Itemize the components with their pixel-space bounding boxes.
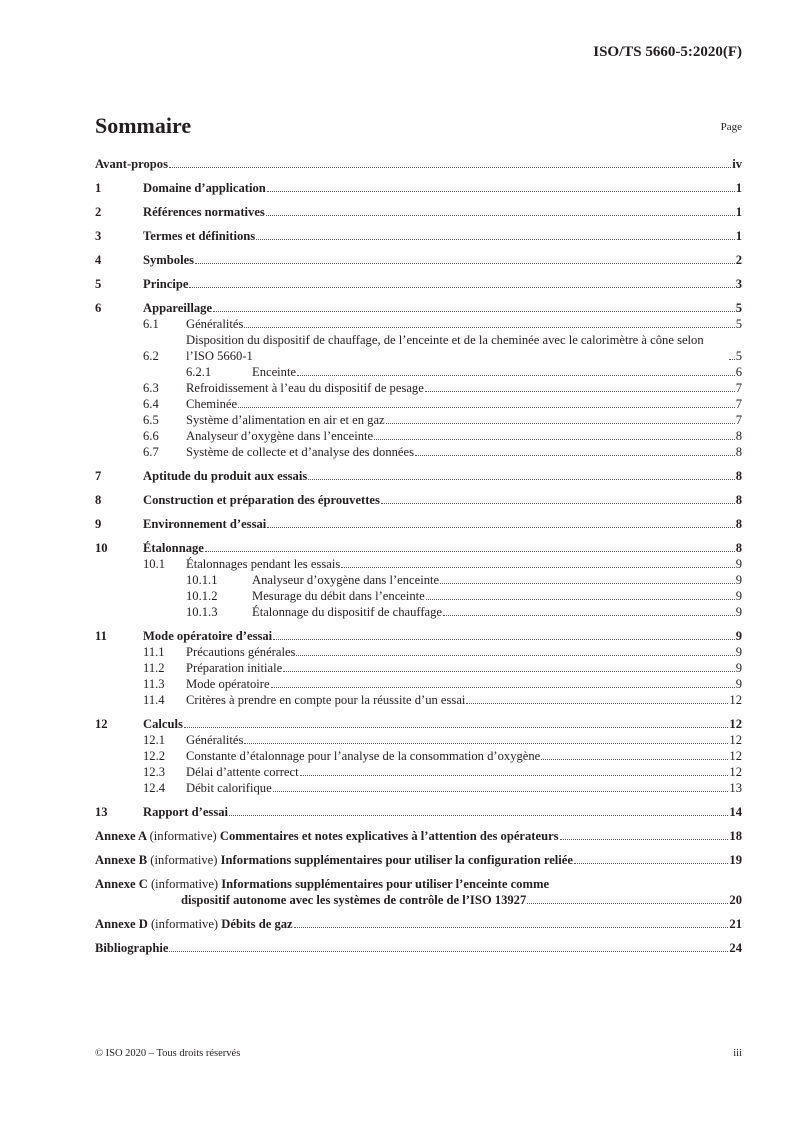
toc-entry-page: 9 bbox=[735, 629, 742, 643]
toc-entry-page: 5 bbox=[735, 301, 742, 315]
toc-entry-number: 6.4 bbox=[143, 397, 159, 411]
toc-entry[interactable] bbox=[95, 540, 742, 556]
toc-entry-number: 1 bbox=[95, 181, 102, 195]
toc-entry-title: Critères à prendre en compte pour la réussite d’un essai bbox=[186, 693, 466, 707]
document-id: ISO/TS 5660-5:2020(F) bbox=[593, 44, 742, 60]
toc-entry-number: 6.3 bbox=[143, 381, 159, 395]
toc-entry-title bbox=[95, 876, 742, 892]
dot-leader bbox=[425, 391, 735, 392]
dot-leader bbox=[267, 527, 734, 528]
toc-entry-page: 8 bbox=[735, 429, 742, 443]
toc-entry[interactable] bbox=[95, 332, 742, 364]
dot-leader bbox=[440, 583, 735, 584]
toc-entry-number: 5 bbox=[95, 277, 102, 291]
toc-entry[interactable] bbox=[95, 780, 742, 796]
toc-entry-number: 6.5 bbox=[143, 413, 159, 427]
toc-entry-title: Préparation initiale bbox=[186, 661, 283, 675]
toc-entry-number: 10.1.3 bbox=[186, 605, 218, 619]
toc-entry-page: 12 bbox=[729, 765, 742, 779]
toc-entry-page: iv bbox=[732, 157, 742, 171]
toc-entry[interactable] bbox=[95, 764, 742, 780]
dot-leader bbox=[267, 191, 735, 192]
toc-entry-page: 9 bbox=[735, 677, 742, 691]
toc-entry-number: 13 bbox=[95, 805, 108, 819]
toc-entry-number: 4 bbox=[95, 253, 102, 267]
annex-type: (informative) bbox=[149, 829, 217, 843]
toc-entry-number: 12 bbox=[95, 717, 108, 731]
toc-entry-page: 12 bbox=[729, 733, 742, 747]
toc-entry-page: 1 bbox=[735, 229, 742, 243]
toc-entry[interactable] bbox=[95, 692, 742, 708]
footer-copyright: © ISO 2020 – Tous droits réservés bbox=[95, 1048, 241, 1059]
toc-entry[interactable] bbox=[95, 156, 742, 172]
dot-leader bbox=[273, 791, 729, 792]
toc-entry-number: 6.7 bbox=[143, 445, 159, 459]
toc-entry[interactable] bbox=[95, 852, 742, 868]
toc-entry[interactable] bbox=[95, 516, 742, 532]
toc-entry-title: Système de collecte et d’analyse des données bbox=[186, 445, 415, 459]
toc-entry-title: Appareillage bbox=[143, 301, 213, 315]
toc-entry-page: 12 bbox=[729, 749, 742, 763]
annex-type: (informative) bbox=[150, 853, 218, 867]
toc-entry-number: 3 bbox=[95, 229, 102, 243]
toc-entry-title: Mode opératoire bbox=[186, 677, 270, 691]
toc-entry-page: 7 bbox=[735, 397, 742, 411]
toc-entry[interactable] bbox=[95, 804, 742, 820]
toc-entry-page: 5 bbox=[735, 349, 742, 363]
annex-type: (informative) bbox=[150, 877, 219, 891]
toc-entry-title: Débit calorifique bbox=[186, 781, 272, 795]
toc-entry-page: 21 bbox=[729, 917, 742, 931]
toc-entry-number: 6 bbox=[95, 301, 102, 315]
toc-entry-number: 6.2 bbox=[143, 349, 159, 363]
dot-leader bbox=[527, 903, 728, 904]
toc-entry-page: 1 bbox=[735, 205, 742, 219]
dot-leader bbox=[273, 639, 735, 640]
dot-leader bbox=[574, 863, 728, 864]
toc-entry-page: 9 bbox=[735, 573, 742, 587]
toc-entry-number: 12.4 bbox=[143, 781, 166, 795]
page-column-label: Page bbox=[720, 121, 742, 133]
toc-entry-title: Étalonnage bbox=[143, 541, 204, 555]
toc-entry[interactable] bbox=[95, 556, 742, 572]
annex-label: Annexe C bbox=[95, 877, 148, 891]
dot-leader bbox=[256, 239, 735, 240]
toc-entry-number: 10.1.2 bbox=[186, 589, 218, 603]
toc-entry-page: 13 bbox=[729, 781, 742, 795]
dot-leader bbox=[244, 743, 728, 744]
toc-entry-page: 3 bbox=[735, 277, 742, 291]
dot-leader bbox=[296, 655, 734, 656]
toc-entry-title bbox=[95, 852, 573, 868]
toc-entry-number: 10.1 bbox=[143, 557, 166, 571]
toc-entry[interactable] bbox=[95, 588, 742, 604]
toc-entry-page: 9 bbox=[735, 589, 742, 603]
toc-entry-title: Constante d’étalonnage pour l’analyse de la consommation d’oxygène bbox=[186, 749, 541, 763]
toc-entry[interactable] bbox=[95, 676, 742, 692]
toc-entry[interactable] bbox=[95, 716, 742, 732]
toc-entry-number: 12.3 bbox=[143, 765, 166, 779]
toc-entry-page: 9 bbox=[735, 605, 742, 619]
dot-leader bbox=[244, 327, 734, 328]
toc-entry-page: 12 bbox=[729, 717, 742, 731]
toc-entry-page: 2 bbox=[735, 253, 742, 267]
toc-entry[interactable] bbox=[95, 644, 742, 660]
toc-entry-number: 10.1.1 bbox=[186, 573, 218, 587]
dot-leader bbox=[195, 263, 735, 264]
dot-leader bbox=[466, 703, 728, 704]
toc-entry-title: Symboles bbox=[143, 253, 195, 267]
dot-leader bbox=[189, 287, 734, 288]
toc-entry[interactable] bbox=[95, 396, 742, 412]
toc-entry-title: Analyseur d’oxygène dans l’enceinte bbox=[186, 429, 374, 443]
dot-leader bbox=[386, 423, 735, 424]
toc-entry[interactable] bbox=[95, 276, 742, 292]
toc-entry-title: Généralités bbox=[186, 317, 244, 331]
dot-leader bbox=[415, 455, 735, 456]
toc-entry-title: Avant-propos bbox=[95, 157, 169, 171]
toc-entry-page: 19 bbox=[729, 853, 742, 867]
dot-leader bbox=[169, 951, 728, 952]
dot-leader bbox=[541, 759, 728, 760]
toc-entry-title: Termes et définitions bbox=[143, 229, 256, 243]
annex-title: Débits de gaz bbox=[221, 917, 293, 931]
toc-entry-title: Enceinte bbox=[252, 365, 297, 379]
toc-entry-title: Cheminée bbox=[186, 397, 238, 411]
toc-entry-title: Rapport d’essai bbox=[143, 805, 229, 819]
toc-entry-page: 24 bbox=[729, 941, 742, 955]
toc-entry[interactable] bbox=[95, 204, 742, 220]
toc-entry-title: Principe bbox=[143, 277, 189, 291]
toc-entry-title: Délai d’attente correct bbox=[186, 765, 299, 779]
toc-entry[interactable] bbox=[95, 876, 742, 908]
toc-entry[interactable] bbox=[95, 628, 742, 644]
toc-entry-number: 11 bbox=[95, 629, 107, 643]
annex-label: Annexe A bbox=[95, 829, 147, 843]
toc-entry-page: 18 bbox=[729, 829, 742, 843]
toc-entry-title: Système d’alimentation en air et en gaz bbox=[186, 413, 385, 427]
toc-entry-page: 1 bbox=[735, 181, 742, 195]
toc-entry[interactable] bbox=[95, 228, 742, 244]
toc-entry-page: 5 bbox=[735, 317, 742, 331]
toc-entry[interactable] bbox=[95, 828, 742, 844]
table-of-contents bbox=[95, 156, 742, 956]
dot-leader bbox=[560, 839, 729, 840]
annex-label: Annexe D bbox=[95, 917, 148, 931]
toc-entry[interactable] bbox=[95, 364, 742, 380]
toc-entry-title bbox=[95, 916, 293, 932]
dot-leader bbox=[443, 615, 735, 616]
toc-entry-title: Refroidissement à l’eau du dispositif de pesage bbox=[186, 381, 424, 395]
toc-entry-title: Disposition du dispositif de chauffage, de l’enceinte et de la cheminée avec le calorimètre à cône selon l’ISO 5660-1 bbox=[186, 333, 704, 363]
annex-label: Annexe B bbox=[95, 853, 148, 867]
annex-title: Informations supplémentaires pour utiliser l’enceinte comme bbox=[221, 877, 550, 891]
toc-entry[interactable] bbox=[95, 492, 742, 508]
toc-entry-page: 8 bbox=[735, 517, 742, 531]
toc-entry-number: 12.2 bbox=[143, 749, 166, 763]
toc-entry-number: 11.1 bbox=[143, 645, 165, 659]
toc-entry-number: 12.1 bbox=[143, 733, 166, 747]
dot-leader bbox=[374, 439, 735, 440]
dot-leader bbox=[238, 407, 735, 408]
dot-leader bbox=[169, 167, 731, 168]
page-title: Sommaire bbox=[95, 113, 192, 138]
footer-page-number: iii bbox=[733, 1048, 742, 1059]
toc-entry-title: Généralités bbox=[186, 733, 244, 747]
dot-leader bbox=[184, 727, 729, 728]
toc-entry-page: 8 bbox=[735, 541, 742, 555]
toc-entry[interactable] bbox=[95, 412, 742, 428]
dot-leader bbox=[341, 567, 734, 568]
toc-entry-title: Bibliographie bbox=[95, 941, 169, 955]
toc-entry-title: Calculs bbox=[143, 717, 183, 731]
toc-entry[interactable] bbox=[95, 604, 742, 620]
dot-leader bbox=[266, 215, 735, 216]
toc-entry[interactable] bbox=[95, 572, 742, 588]
toc-entry-number: 7 bbox=[95, 469, 102, 483]
toc-entry[interactable] bbox=[95, 916, 742, 932]
toc-entry[interactable] bbox=[95, 316, 742, 332]
dot-leader bbox=[426, 599, 735, 600]
toc-entry-title: Domaine d’application bbox=[143, 181, 266, 195]
toc-entry-page: 20 bbox=[729, 893, 742, 907]
toc-entry[interactable] bbox=[95, 428, 742, 444]
toc-entry[interactable] bbox=[95, 180, 742, 196]
toc-entry-number: 11.3 bbox=[143, 677, 165, 691]
toc-entry-page: 8 bbox=[735, 469, 742, 483]
dot-leader bbox=[294, 927, 729, 928]
toc-entry-number: 11.2 bbox=[143, 661, 165, 675]
toc-entry-page: 8 bbox=[735, 493, 742, 507]
toc-entry[interactable] bbox=[95, 252, 742, 268]
dot-leader bbox=[308, 479, 734, 480]
toc-entry[interactable] bbox=[95, 380, 742, 396]
toc-entry-number: 8 bbox=[95, 493, 102, 507]
toc-entry-page: 7 bbox=[735, 381, 742, 395]
dot-leader bbox=[213, 311, 735, 312]
toc-entry-page: 12 bbox=[729, 693, 742, 707]
annex-title: Informations supplémentaires pour utiliser la configuration reliée bbox=[220, 853, 573, 867]
dot-leader bbox=[297, 375, 735, 376]
toc-entry-title: Étalonnage du dispositif de chauffage bbox=[252, 605, 443, 619]
toc-entry-title: Étalonnages pendant les essais bbox=[186, 557, 341, 571]
toc-entry-title bbox=[95, 828, 559, 844]
dot-leader bbox=[229, 815, 728, 816]
toc-entry-title: Précautions générales bbox=[186, 645, 296, 659]
toc-entry-page: 9 bbox=[735, 557, 742, 571]
toc-entry-number: 9 bbox=[95, 517, 102, 531]
annex-title: Commentaires et notes explicatives à l’attention des opérateurs bbox=[219, 829, 559, 843]
toc-entry-title: Mesurage du débit dans l’enceinte bbox=[252, 589, 425, 603]
toc-entry[interactable] bbox=[95, 732, 742, 748]
dot-leader bbox=[283, 671, 735, 672]
toc-entry-title: Mode opératoire d’essai bbox=[143, 629, 273, 643]
toc-entry-title: Environnement d’essai bbox=[143, 517, 267, 531]
toc-entry-page: 14 bbox=[729, 805, 742, 819]
toc-entry-page: 6 bbox=[735, 365, 742, 379]
toc-entry-number: 6.2.1 bbox=[186, 365, 212, 379]
toc-entry-number: 6.6 bbox=[143, 429, 159, 443]
toc-entry-page: 7 bbox=[735, 413, 742, 427]
toc-entry-title: Aptitude du produit aux essais bbox=[143, 469, 308, 483]
toc-entry-page: 8 bbox=[735, 445, 742, 459]
dot-leader bbox=[205, 551, 735, 552]
toc-entry[interactable] bbox=[95, 940, 742, 956]
annex-type: (informative) bbox=[150, 917, 219, 931]
toc-entry-number: 2 bbox=[95, 205, 102, 219]
toc-entry-title: Construction et préparation des éprouvettes bbox=[143, 493, 380, 507]
toc-entry-page: 9 bbox=[735, 645, 742, 659]
toc-entry[interactable] bbox=[95, 300, 742, 316]
toc-entry-page: 9 bbox=[735, 661, 742, 675]
toc-entry-number: 6.1 bbox=[143, 317, 159, 331]
toc-entry[interactable] bbox=[95, 444, 742, 460]
toc-entry[interactable] bbox=[95, 468, 742, 484]
dot-leader bbox=[729, 359, 735, 360]
toc-entry-title: Analyseur d’oxygène dans l’enceinte bbox=[252, 573, 440, 587]
toc-entry[interactable] bbox=[95, 748, 742, 764]
toc-entry-number: 11.4 bbox=[143, 693, 165, 707]
dot-leader bbox=[381, 503, 735, 504]
dot-leader bbox=[300, 775, 729, 776]
annex-title-continued: dispositif autonome avec les systèmes de contrôle de l’ISO 13927 bbox=[181, 893, 527, 907]
toc-entry-number: 10 bbox=[95, 541, 108, 555]
dot-leader bbox=[271, 687, 735, 688]
toc-entry[interactable] bbox=[95, 660, 742, 676]
toc-entry-title: Références normatives bbox=[143, 205, 265, 219]
